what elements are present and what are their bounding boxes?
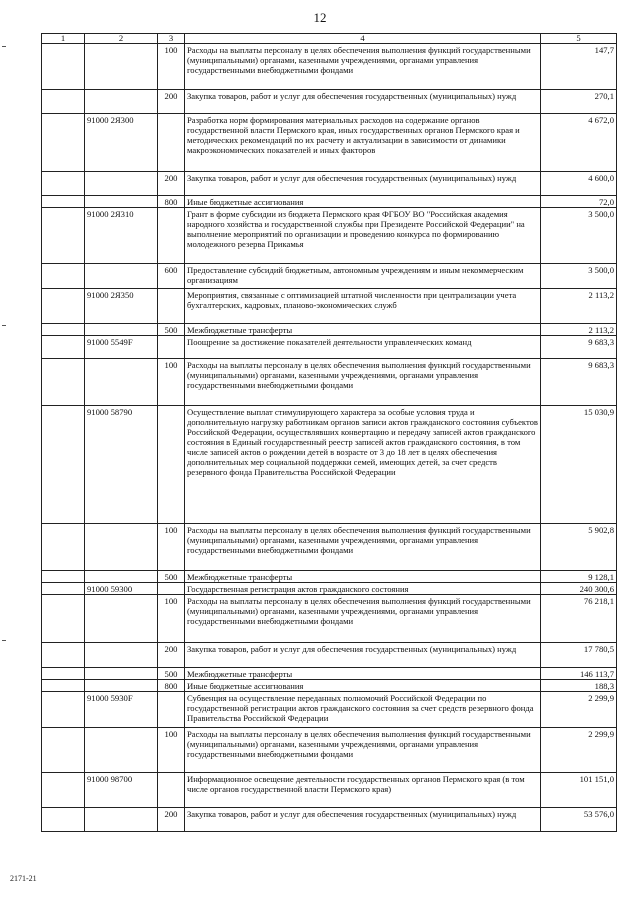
page-number: 12 [313, 10, 327, 25]
section-cell [42, 172, 85, 196]
expense-type-cell [158, 208, 185, 264]
target-article-cell [85, 44, 158, 90]
target-article-cell: 91000 2Я350 [85, 289, 158, 324]
section-cell [42, 359, 85, 406]
section-cell [42, 90, 85, 114]
amount-cell: 17 780,5 [541, 643, 617, 668]
section-cell [42, 289, 85, 324]
expense-type-cell: 500 [158, 668, 185, 680]
target-article-cell: 91000 5549F [85, 336, 158, 359]
target-article-cell [85, 264, 158, 289]
section-cell [42, 324, 85, 336]
section-cell [42, 196, 85, 208]
table-row [42, 196, 617, 208]
table-row [42, 524, 617, 571]
target-article-cell [85, 524, 158, 571]
table-row [42, 44, 617, 90]
amount-cell: 72,0 [541, 196, 617, 208]
expense-type-cell [158, 406, 185, 524]
expense-type-cell: 100 [158, 359, 185, 406]
budget-table [41, 33, 617, 832]
table-row [42, 324, 617, 336]
table-row [42, 264, 617, 289]
section-cell [42, 336, 85, 359]
target-article-cell [85, 728, 158, 773]
table-row [42, 114, 617, 172]
table-row [42, 406, 617, 524]
amount-cell: 9 683,3 [541, 359, 617, 406]
target-article-cell [85, 90, 158, 114]
section-cell [42, 583, 85, 595]
target-article-cell: 91000 2Я310 [85, 208, 158, 264]
expense-type-cell: 100 [158, 728, 185, 773]
table-row [42, 692, 617, 728]
target-article-cell [85, 196, 158, 208]
amount-cell: 9 683,3 [541, 336, 617, 359]
column-header: 5 [541, 34, 617, 44]
table-row [42, 172, 617, 196]
table-row [42, 208, 617, 264]
table-row [42, 289, 617, 324]
table-row [42, 680, 617, 692]
target-article-cell [85, 172, 158, 196]
expense-type-cell: 200 [158, 90, 185, 114]
target-article-cell [85, 571, 158, 583]
amount-cell: 2 113,2 [541, 289, 617, 324]
target-article-cell [85, 680, 158, 692]
description-cell: Мероприятия, связанные с оптимизацией штатной численности при централизации учета бухгалтерских, кадровых, планово-экономических служб [185, 289, 541, 324]
column-header: 4 [185, 34, 541, 44]
expense-type-cell [158, 336, 185, 359]
table-row [42, 643, 617, 668]
amount-cell: 5 902,8 [541, 524, 617, 571]
amount-cell: 188,3 [541, 680, 617, 692]
target-article-cell [85, 324, 158, 336]
description-cell: Межбюджетные трансферты [185, 324, 541, 336]
target-article-cell [85, 595, 158, 643]
description-cell: Предоставление субсидий бюджетным, автономным учреждениям и иным некоммерческим организациям [185, 264, 541, 289]
description-cell: Закупка товаров, работ и услуг для обеспечения государственных (муниципальных) нужд [185, 808, 541, 832]
target-article-cell: 91000 2Я300 [85, 114, 158, 172]
target-article-cell: 91000 98700 [85, 773, 158, 808]
description-cell: Расходы на выплаты персоналу в целях обеспечения выполнения функций государственными (муниципальными) органами, казенными учреждениями, органами управления государственными внебюджетными фондами [185, 44, 541, 90]
section-cell [42, 668, 85, 680]
expense-type-cell: 500 [158, 571, 185, 583]
section-cell [42, 208, 85, 264]
target-article-cell [85, 668, 158, 680]
table-row [42, 583, 617, 595]
description-cell: Межбюджетные трансферты [185, 668, 541, 680]
description-cell: Государственная регистрация актов гражданского состояния [185, 583, 541, 595]
section-cell [42, 728, 85, 773]
expense-type-cell [158, 114, 185, 172]
amount-cell: 2 299,9 [541, 692, 617, 728]
amount-cell: 270,1 [541, 90, 617, 114]
section-cell [42, 595, 85, 643]
amount-cell: 240 300,6 [541, 583, 617, 595]
expense-type-cell: 600 [158, 264, 185, 289]
section-cell [42, 114, 85, 172]
target-article-cell [85, 643, 158, 668]
description-cell: Разработка норм формирования материальных расходов на содержание органов государственной власти Пермского края, иных государственных органов Пермского края и методических рекомендаций по их расчету и актуализации в зависимости от динамики макроэкономических показателей и иных факторов [185, 114, 541, 172]
amount-cell: 4 600,0 [541, 172, 617, 196]
margin-tick [2, 46, 6, 47]
amount-cell: 53 576,0 [541, 808, 617, 832]
amount-cell: 3 500,0 [541, 264, 617, 289]
expense-type-cell: 500 [158, 324, 185, 336]
section-cell [42, 808, 85, 832]
description-cell: Иные бюджетные ассигнования [185, 680, 541, 692]
table-row [42, 773, 617, 808]
description-cell: Информационное освещение деятельности государственных органов Пермского края (в том числе органов государственной власти Пермского края) [185, 773, 541, 808]
target-article-cell: 91000 58790 [85, 406, 158, 524]
expense-type-cell: 100 [158, 524, 185, 571]
description-cell: Расходы на выплаты персоналу в целях обеспечения выполнения функций государственными (муниципальными) органами, казенными учреждениями, органами управления государственными внебюджетными фондами [185, 728, 541, 773]
table-row [42, 359, 617, 406]
description-cell: Осуществление выплат стимулирующего характера за особые условия труда и дополнительную нагрузку работникам органов записи актов гражданского состояния субъектов Российской Федерации, осуществлявших конвертацию и передачу записей актов гражданского состояния в Единый государственный реестр записей актов гражданского состояния, в том числе записей актов о рождении детей в возрасте от 3 до 18 лет в целях обеспечения дополнительных мер социальной поддержки семей, имеющих детей, за счет средств резервного фонда Правительства Российской Федерации [185, 406, 541, 524]
expense-type-cell: 200 [158, 808, 185, 832]
expense-type-cell [158, 692, 185, 728]
amount-cell: 4 672,0 [541, 114, 617, 172]
table-row [42, 90, 617, 114]
column-header: 1 [42, 34, 85, 44]
table-row [42, 336, 617, 359]
section-cell [42, 264, 85, 289]
description-cell: Иные бюджетные ассигнования [185, 196, 541, 208]
expense-type-cell: 200 [158, 643, 185, 668]
section-cell [42, 406, 85, 524]
description-cell: Закупка товаров, работ и услуг для обеспечения государственных (муниципальных) нужд [185, 643, 541, 668]
section-cell [42, 44, 85, 90]
table-row [42, 571, 617, 583]
section-cell [42, 773, 85, 808]
table-row [42, 668, 617, 680]
expense-type-cell: 800 [158, 196, 185, 208]
expense-type-cell: 800 [158, 680, 185, 692]
description-cell: Грант в форме субсидии из бюджета Пермского края ФГБОУ ВО "Российская академия народного хозяйства и государственной службы при Президенте Российской Федерации" на выполнение мероприятий по организации и проведению конкурса по формированию молодежного резерва Прикамья [185, 208, 541, 264]
amount-cell: 15 030,9 [541, 406, 617, 524]
expense-type-cell: 200 [158, 172, 185, 196]
table-row [42, 728, 617, 773]
amount-cell: 147,7 [541, 44, 617, 90]
amount-cell: 76 218,1 [541, 595, 617, 643]
section-cell [42, 692, 85, 728]
target-article-cell [85, 808, 158, 832]
table-row [42, 808, 617, 832]
section-cell [42, 524, 85, 571]
expense-type-cell [158, 583, 185, 595]
description-cell: Субвенция на осуществление переданных полномочий Российской Федерации по государственной регистрации актов гражданского состояния за счет средств резервного фонда Правительства Российской Федерации [185, 692, 541, 728]
section-cell [42, 680, 85, 692]
target-article-cell: 91000 59300 [85, 583, 158, 595]
expense-type-cell [158, 773, 185, 808]
description-cell: Поощрение за достижение показателей деятельности управленческих команд [185, 336, 541, 359]
column-header: 3 [158, 34, 185, 44]
table-row [42, 595, 617, 643]
table-header-row [42, 34, 617, 44]
section-cell [42, 571, 85, 583]
amount-cell: 2 299,9 [541, 728, 617, 773]
description-cell: Межбюджетные трансферты [185, 571, 541, 583]
expense-type-cell: 100 [158, 595, 185, 643]
amount-cell: 2 113,2 [541, 324, 617, 336]
amount-cell: 3 500,0 [541, 208, 617, 264]
description-cell: Расходы на выплаты персоналу в целях обеспечения выполнения функций государственными (муниципальными) органами, казенными учреждениями, органами управления государственными внебюджетными фондами [185, 595, 541, 643]
description-cell: Расходы на выплаты персоналу в целях обеспечения выполнения функций государственными (муниципальными) органами, казенными учреждениями, органами управления государственными внебюджетными фондами [185, 524, 541, 571]
expense-type-cell [158, 289, 185, 324]
description-cell: Закупка товаров, работ и услуг для обеспечения государственных (муниципальных) нужд [185, 90, 541, 114]
description-cell: Закупка товаров, работ и услуг для обеспечения государственных (муниципальных) нужд [185, 172, 541, 196]
amount-cell: 101 151,0 [541, 773, 617, 808]
amount-cell: 146 113,7 [541, 668, 617, 680]
column-header: 2 [85, 34, 158, 44]
margin-tick [2, 640, 6, 641]
target-article-cell [85, 359, 158, 406]
description-cell: Расходы на выплаты персоналу в целях обеспечения выполнения функций государственными (муниципальными) органами, казенными учреждениями, органами управления государственными внебюджетными фондами [185, 359, 541, 406]
expense-type-cell: 100 [158, 44, 185, 90]
amount-cell: 9 128,1 [541, 571, 617, 583]
document-code: 2171-21 [10, 874, 37, 883]
section-cell [42, 643, 85, 668]
margin-tick [2, 325, 6, 326]
target-article-cell: 91000 5930F [85, 692, 158, 728]
